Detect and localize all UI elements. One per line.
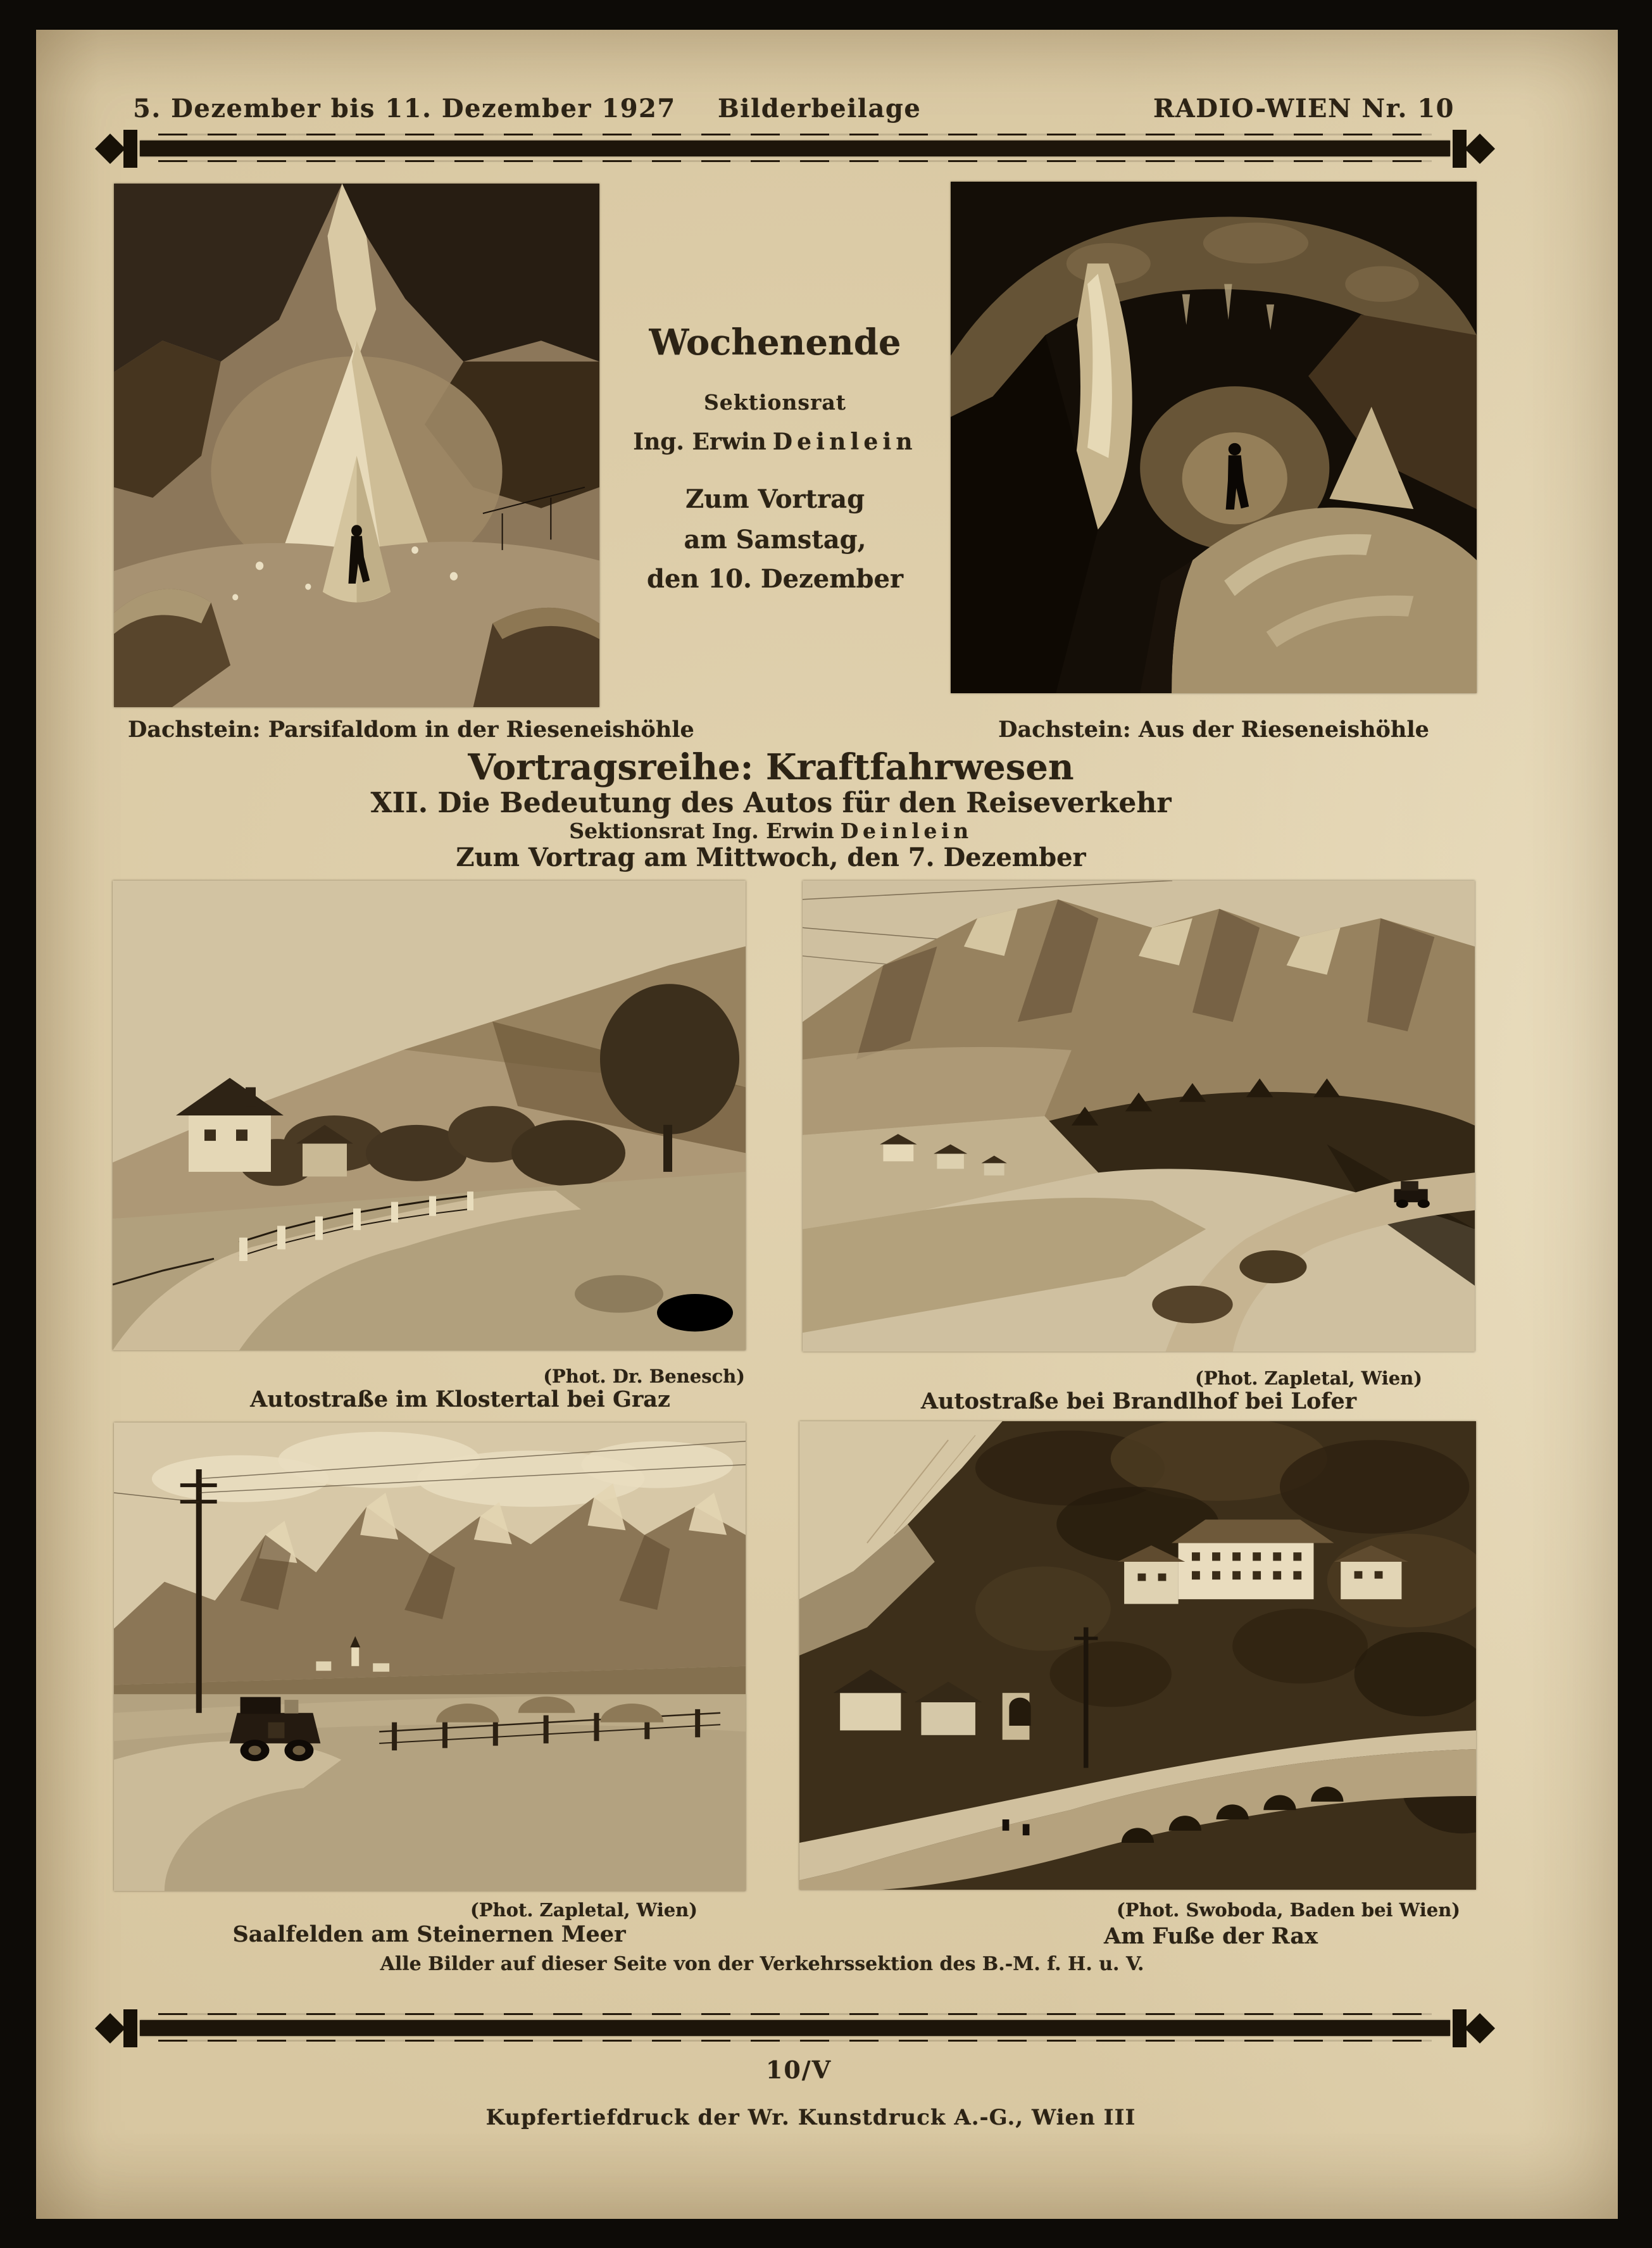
rule-diamond-left xyxy=(95,2013,125,2044)
rule-mainline xyxy=(140,141,1450,156)
rule-diamond-right xyxy=(1465,2013,1495,2044)
rule-thinline-top xyxy=(158,134,1432,135)
credit-saalfelden: (Phot. Zapletal, Wien) xyxy=(470,1899,698,1921)
rule-diamond-left xyxy=(95,134,125,164)
photo-rax-foothills xyxy=(799,1421,1476,1890)
paper-page xyxy=(36,30,1618,2219)
photo-klostertal-road xyxy=(113,881,746,1350)
photo-brandlhof-road xyxy=(803,881,1475,1352)
weekend-speaker-role: Sektionsrat xyxy=(703,390,847,415)
weekend-speaker-name: Ing. Erwin Deinlein xyxy=(633,429,917,455)
weekend-announcement xyxy=(599,323,951,593)
series-title: Vortragsreihe: Kraftfahrwesen xyxy=(468,746,1074,788)
photo-ice-cave-interior xyxy=(951,182,1477,693)
photo-saalfelden xyxy=(114,1422,746,1891)
header-section-title: Bilderbeilage xyxy=(718,94,922,123)
printer-imprint: Kupfertiefdruck der Wr. Kunstdruck A.-G., Wien III xyxy=(485,2105,1136,2130)
ornamental-rule-top xyxy=(98,130,1492,168)
caption-ice-cave-interior: Dachstein: Aus der Rieseneishöhle xyxy=(998,717,1429,743)
caption-brandlhof: Autostraße bei Brandlhof bei Lofer xyxy=(920,1388,1357,1414)
rule-diamond-right xyxy=(1465,134,1495,164)
caption-klostertal: Autostraße im Klostertal bei Graz xyxy=(250,1386,670,1412)
ornamental-rule-bottom xyxy=(98,2009,1492,2047)
rule-thinline-top xyxy=(158,2013,1432,2015)
weekend-event-line1: Zum Vortrag xyxy=(685,484,865,514)
photo-parsifaldom-ice-cave xyxy=(114,184,599,707)
credit-rax: (Phot. Swoboda, Baden bei Wien) xyxy=(1116,1899,1460,1921)
weekend-event-line3: den 10. Dezember xyxy=(646,564,904,594)
rule-mainline xyxy=(140,2020,1450,2036)
credit-brandlhof: (Phot. Zapletal, Wien) xyxy=(1195,1367,1422,1389)
attribution-note: Alle Bilder auf dieser Seite von der Verkehrssektion des B.-M. f. H. u. V. xyxy=(380,1953,1144,1975)
weekend-title: Wochenende xyxy=(649,322,901,363)
lecture-series-heading xyxy=(99,746,1442,872)
page-number: 10/V xyxy=(765,2056,832,2084)
header-date-range: 5. Dezember bis 11. Dezember 1927 xyxy=(133,94,676,123)
series-speaker: Sektionsrat Ing. Erwin Deinlein xyxy=(569,819,973,843)
series-subtitle: XII. Die Bedeutung des Autos für den Reiseverkehr xyxy=(370,787,1172,819)
caption-rax: Am Fuße der Rax xyxy=(1104,1923,1318,1949)
weekend-event-line2: am Samstag, xyxy=(684,525,867,555)
caption-parsifaldom: Dachstein: Parsifaldom in der Rieseneishöhle xyxy=(128,717,694,743)
series-schedule: Zum Vortrag am Mittwoch, den 7. Dezember xyxy=(456,843,1086,872)
rule-thinline-bottom xyxy=(158,2040,1432,2042)
rule-bar-left xyxy=(123,130,137,168)
header-issue: RADIO-WIEN Nr. 10 xyxy=(1153,94,1455,123)
rule-thinline-bottom xyxy=(158,160,1432,162)
caption-saalfelden: Saalfelden am Steinernen Meer xyxy=(232,1921,626,1947)
credit-klostertal: (Phot. Dr. Benesch) xyxy=(543,1366,745,1387)
rule-bar-left xyxy=(123,2009,137,2047)
